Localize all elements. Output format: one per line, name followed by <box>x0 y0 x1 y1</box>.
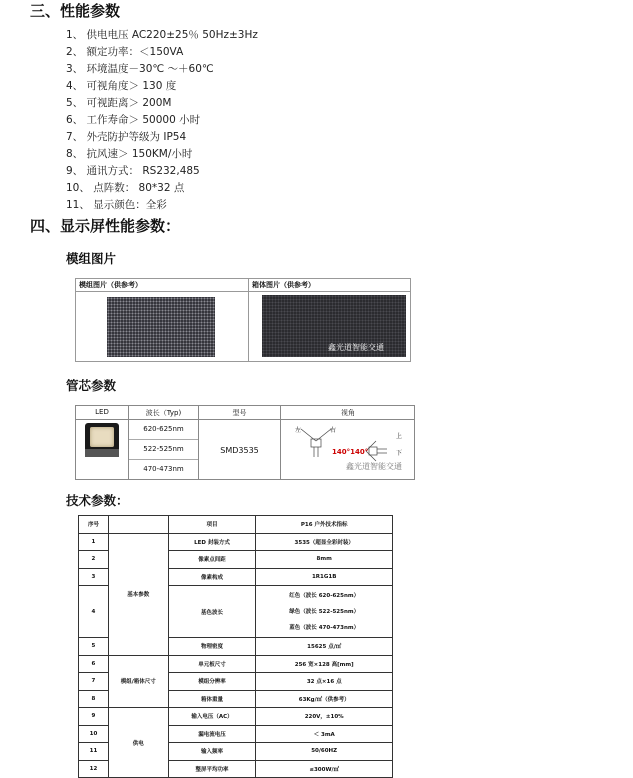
chip-header-angle: 视角 <box>341 409 355 417</box>
table-row: 2 像素点间距 8mm <box>79 551 393 569</box>
spec-item-11: 11、 显示颜色：全彩 <box>66 199 167 211</box>
spec-item-4: 4、 可视角度＞ 130 度 <box>66 80 177 92</box>
angle-up-mark: 上 <box>396 433 403 440</box>
module-picture-table <box>75 278 411 362</box>
chip-model: SMD3535 <box>220 446 259 455</box>
chip-header-led: LED <box>95 408 109 416</box>
table-row: 6 模组/箱体尺寸 单元板尺寸 256 宽×128 高[mm] <box>79 655 393 673</box>
section3-title: 三、性能参数 <box>30 2 121 20</box>
table-row: 12 整屏平均功率 ≤300W/㎡ <box>79 760 393 778</box>
table-row: 9 供电 输入电压（AC） 220V，±10% <box>79 708 393 726</box>
tech-header-no: 序号 <box>79 516 109 534</box>
spec-item-5: 5、 可视距离＞ 200M <box>66 97 172 109</box>
table-row: 11 输入频率 50/60HZ <box>79 743 393 761</box>
chip-param-table <box>75 405 415 480</box>
spec-item-9: 9、 通讯方式： RS232,485 <box>66 165 200 177</box>
chip-header-model: 型号 <box>232 409 247 417</box>
spec-item-2: 2、 额定功率：＜150VA <box>66 46 184 58</box>
tech-header-value: P16 户外技术指标 <box>256 516 393 534</box>
tech-param-table <box>78 515 393 778</box>
module-heading: 模组图片 <box>66 251 117 266</box>
table-row: 7 模组分辨率 32 点×16 点 <box>79 673 393 691</box>
tech-group-basic: 基本参数 <box>108 533 168 655</box>
table-row: 4 基色波长 红色（波长 620-625nm） 绿色（波长 522-525nm） 蓝色（波长 470-473nm） <box>79 586 393 638</box>
chip-header-wavelength: 波长（Typ) <box>145 409 182 417</box>
table-row: 1 基本参数 LED 封装方式 3535（超显全彩封装） <box>79 533 393 551</box>
tech-group-power: 供电 <box>108 708 168 778</box>
chip-heading: 管芯参数 <box>66 378 117 393</box>
angle-left-mark: 左 <box>295 427 302 434</box>
spec-item-6: 6、 工作寿命＞ 50000 小时 <box>66 114 201 126</box>
table-row <box>79 516 393 534</box>
table-row: 10 漏电流电压 ＜ 3mA <box>79 725 393 743</box>
spec-item-8: 8、 抗风速＞ 150KM/小时 <box>66 148 193 160</box>
angle-value: 140°140° <box>332 448 369 456</box>
spec-item-1: 1、 供电电压 AC220±25％ 50Hz±3Hz <box>66 29 258 41</box>
section4-title: 四、显示屏性能参数： <box>30 217 181 235</box>
wavelength-red: 620-625nm <box>143 425 184 433</box>
wavelength-blue: 470-473nm <box>143 465 184 473</box>
tech-heading: 技术参数： <box>66 493 129 508</box>
wavelength-green: 522-525nm <box>143 445 184 453</box>
spec-item-3: 3、 环境温度－30℃ ～＋60℃ <box>66 63 214 75</box>
watermark-text-2: 鑫光道智能交通 <box>346 462 402 471</box>
watermark-text: 鑫光道智能交通 <box>328 343 384 352</box>
table-row: 5 物理密度 15625 点/㎡ <box>79 638 393 656</box>
tech-group-size: 模组/箱体尺寸 <box>108 655 168 708</box>
table-row: 3 像素构成 1R1G1B <box>79 568 393 586</box>
angle-right-mark: 右 <box>330 427 337 434</box>
tech-header-item: 项目 <box>168 516 256 534</box>
module-pic-label: 模组图片（供参考） <box>76 279 248 292</box>
spec-item-7: 7、 外壳防护等级为 IP54 <box>66 131 187 143</box>
tech-header-group <box>108 516 168 534</box>
led-chip-image <box>85 423 119 457</box>
cabinet-pic-label: 箱体图片（供参考） <box>249 279 410 292</box>
spec-item-10: 10、 点阵数： 80*32 点 <box>66 182 185 194</box>
angle-down-mark: 下 <box>396 450 403 457</box>
led-module-image <box>107 297 215 357</box>
table-row: 8 箱体重量 63Kg/㎡（供参考） <box>79 690 393 708</box>
